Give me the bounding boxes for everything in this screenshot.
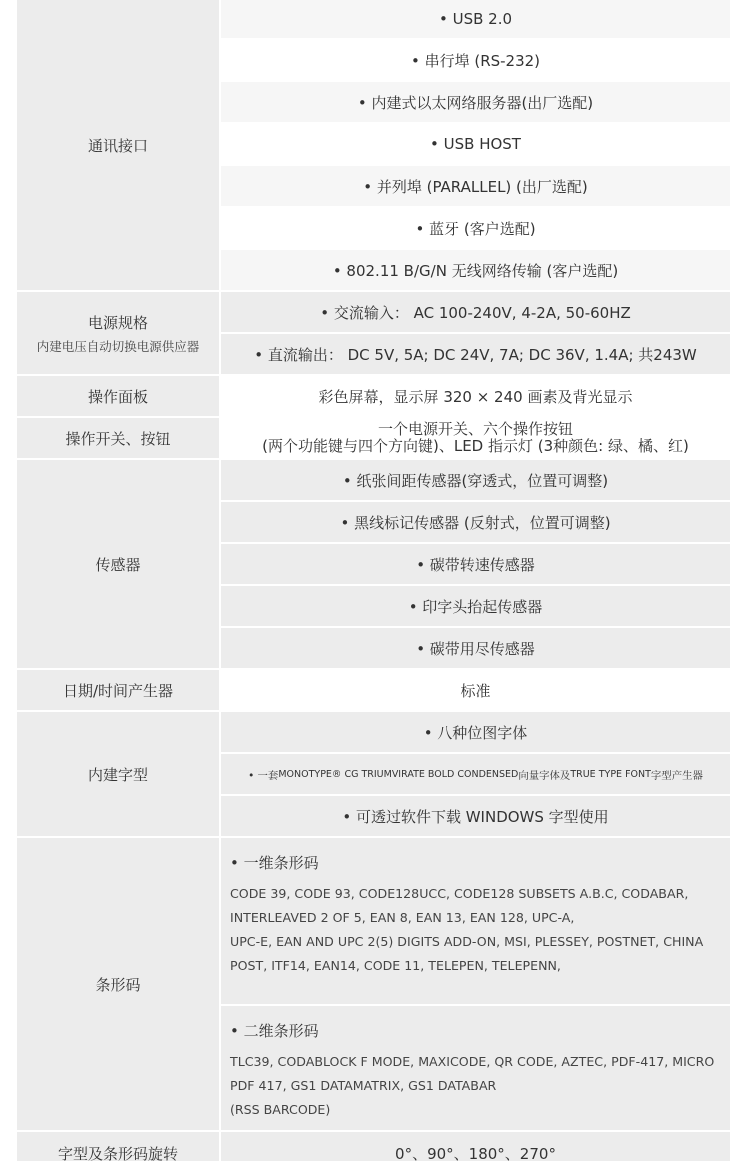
rotation-value: 0°、90°、180°、270°	[221, 1132, 730, 1161]
comm-item-serial: • 串行埠 (RS-232)	[221, 40, 730, 80]
comm-item-wifi: • 802.11 B/G/N 无线网络传输 (客户选配)	[221, 250, 730, 290]
comm-item-parallel: • 并列埠 (PARALLEL) (出厂选配)	[221, 166, 730, 206]
switches-line1: 一个电源开关、六个操作按钮	[377, 420, 573, 438]
comm-label: 通讯接口	[17, 0, 219, 290]
power-ac-input: • 交流输入： AC 100-240V, 4-2A, 50-60HZ	[221, 292, 730, 332]
power-sublabel: 内建电压自动切换电源供应器	[36, 338, 200, 354]
power-label: 电源规格 内建电压自动切换电源供应器	[17, 292, 219, 374]
comm-item-bluetooth: • 蓝牙 (客户选配)	[221, 208, 730, 248]
sensors-label: 传感器	[17, 460, 219, 668]
switches-line2: (两个功能键与四个方向键)、LED 指示灯 (3种颜色: 绿、橘、红)	[262, 437, 689, 455]
barcode-2d-list: TLC39, CODABLOCK F MODE, MAXICODE, QR CODE, AZTEC, PDF-417, MICRO PDF 417, GS1 DATAMATRIX, GS1 DATABAR (RSS BARCODE)	[230, 1054, 715, 1117]
fonts-windows: • 可透过软件下载 WINDOWS 字型使用	[221, 796, 730, 836]
fonts-monotype: • 一套 MONOTYPE® CG TRIUMVIRATE BOLD CONDENSED 向量字体及 TRUE TYPE FONT 字型产生器	[221, 754, 730, 794]
barcode-1d-list: CODE 39, CODE 93, CODE128UCC, CODE128 SUBSETS A.B.C, CODABAR, INTERLEAVED 2 OF 5, EAN 8, EAN 13, EAN 128, UPC-A, UPC-E, EAN AND UPC 2(5) DIGITS ADD-ON, MSI, PLESSEY, POSTNET, CHINA POST, ITF14, EAN14, CODE 11, TELEPEN, TELEPENN,	[230, 886, 704, 973]
sensor-ribbon-end: • 碳带用尽传感器	[221, 628, 730, 668]
barcode-1d-head: • 一维条形码	[230, 854, 319, 872]
sensor-head-up: • 印字头抬起传感器	[221, 586, 730, 626]
rotation-label: 字型及条形码旋转	[17, 1132, 219, 1161]
comm-item-ethernet: • 内建式以太网络服务器(出厂选配)	[221, 82, 730, 122]
comm-item-usb-host: • USB HOST	[221, 124, 730, 164]
barcode-2d-head: • 二维条形码	[230, 1022, 319, 1040]
sensor-gap: • 纸张间距传感器(穿透式，位置可调整)	[221, 460, 730, 500]
panel-label: 操作面板	[17, 376, 219, 416]
panel-value: 彩色屏幕，显示屏 320 × 240 画素及背光显示	[221, 376, 730, 416]
barcode-2d	[221, 1006, 730, 1130]
switches-value	[221, 418, 730, 458]
switches-label: 操作开关、按钮	[17, 418, 219, 458]
clock-label: 日期/时间产生器	[17, 670, 219, 710]
barcode-label: 条形码	[17, 838, 219, 1130]
sensor-black-mark: • 黑线标记传感器 (反射式，位置可调整)	[221, 502, 730, 542]
comm-item-usb: • USB 2.0	[221, 0, 730, 38]
fonts-label: 内建字型	[17, 712, 219, 836]
power-dc-output: • 直流输出： DC 5V, 5A; DC 24V, 7A; DC 36V, 1.4A; 共243W	[221, 334, 730, 374]
fonts-bitmap: • 八种位图字体	[221, 712, 730, 752]
sensor-ribbon-speed: • 碳带转速传感器	[221, 544, 730, 584]
clock-value: 标准	[221, 670, 730, 710]
barcode-1d	[221, 838, 730, 1004]
